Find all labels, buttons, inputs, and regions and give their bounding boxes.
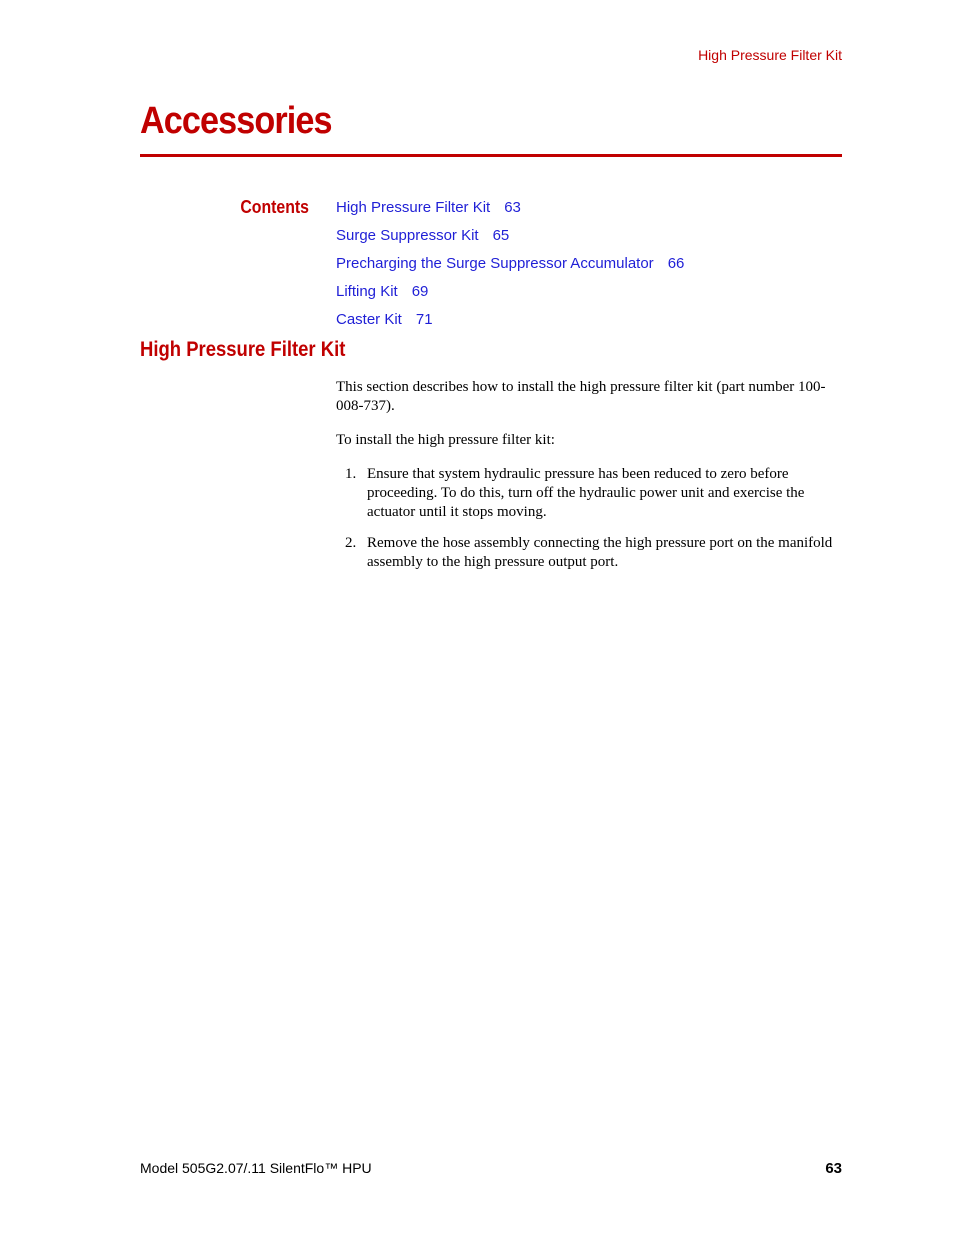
toc-entry-title[interactable]: Lifting Kit xyxy=(336,283,398,300)
step-number: 2. xyxy=(345,535,357,551)
footer-model: Model 505G2.07/.11 SilentFlo™ HPU xyxy=(140,1160,372,1176)
toc-entry-title[interactable]: Surge Suppressor Kit xyxy=(336,227,479,244)
toc-entry[interactable] xyxy=(336,227,684,255)
toc-entry-title[interactable]: Precharging the Surge Suppressor Accumulator xyxy=(336,255,654,272)
procedure-step xyxy=(336,534,842,572)
toc-entry-page[interactable]: 65 xyxy=(492,227,510,244)
toc-entry[interactable] xyxy=(336,283,684,311)
contents-label: Contents xyxy=(240,197,309,217)
toc-entry-page[interactable]: 66 xyxy=(667,255,685,272)
title-rule xyxy=(140,154,842,157)
toc-entry-page[interactable]: 63 xyxy=(504,199,521,216)
section-heading: High Pressure Filter Kit xyxy=(140,338,346,361)
running-header: High Pressure Filter Kit xyxy=(698,47,842,63)
lead-in-paragraph: To install the high pressure filter kit: xyxy=(336,432,555,448)
chapter-title: Accessories xyxy=(140,100,332,142)
intro-paragraph: This section describes how to install the high pressure filter kit (part number 100-008-737). xyxy=(336,379,826,414)
toc-entry[interactable] xyxy=(336,255,684,283)
toc-entry-title[interactable]: Caster Kit xyxy=(336,311,402,328)
procedure-step xyxy=(336,465,842,522)
toc-entry[interactable] xyxy=(336,199,684,227)
toc-entry[interactable] xyxy=(336,311,684,339)
toc-entry-title[interactable]: High Pressure Filter Kit xyxy=(336,199,491,216)
step-text: Remove the hose assembly connecting the high pressure port on the manifold assembly to the high pressure output port. xyxy=(367,535,833,570)
toc-entry-page[interactable]: 71 xyxy=(415,311,433,328)
step-number: 1. xyxy=(345,466,357,482)
table-of-contents xyxy=(336,199,684,339)
footer-page-number: 63 xyxy=(825,1160,842,1177)
toc-entry-page[interactable]: 69 xyxy=(411,283,429,300)
step-text: Ensure that system hydraulic pressure has been reduced to zero before proceeding. To do this, turn off the hydraulic power unit and exercise the actuator until it stops moving. xyxy=(367,466,805,520)
procedure-steps xyxy=(336,465,842,584)
